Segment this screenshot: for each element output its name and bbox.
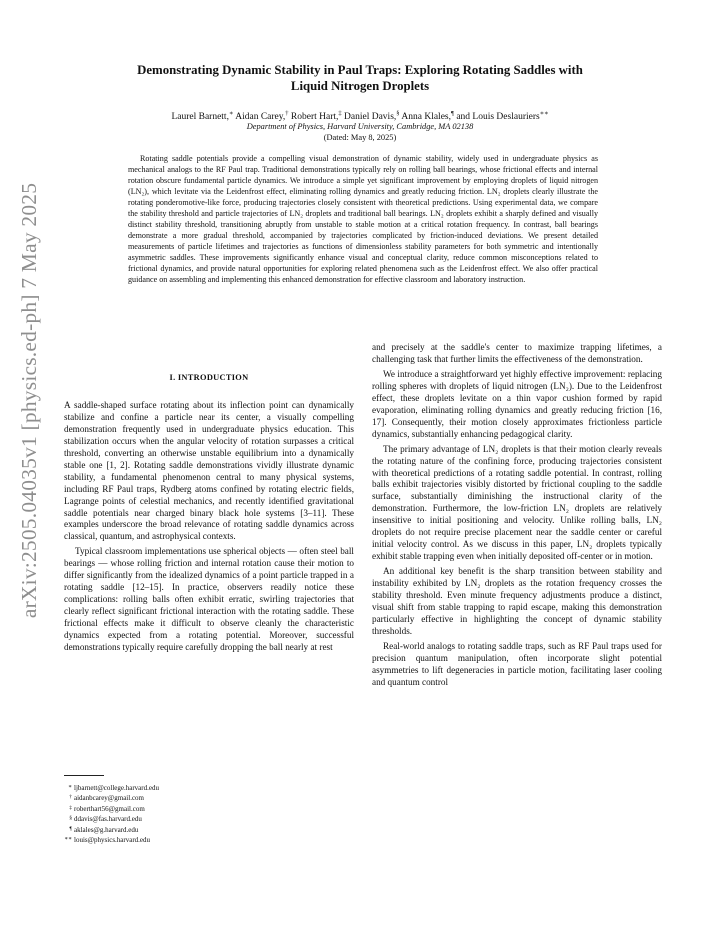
footnote-mark: ∗ <box>68 784 72 790</box>
author-name: Laurel Barnett, <box>171 112 229 123</box>
footnote-list <box>64 783 344 845</box>
affiliation: Department of Physics, Harvard University, Cambridge, MA 02138 <box>246 122 474 131</box>
footnote-email[interactable]: louis@physics.harvard.edu <box>74 836 151 845</box>
footnote-item <box>64 804 344 814</box>
author-name: Anna Klales, <box>401 112 451 123</box>
right-column <box>372 342 662 692</box>
body-paragraph: An additional key benefit is the sharp transition between stability and instability exhibited by LN₂ droplets as the rotation frequency crosses the stability threshold. Even minute frequency adjustments produce a distinct, visual shift from stable trapping to rapid escape, making this demonstration particularly effective in highlighting the concept of dynamic stability thresholds. <box>372 566 662 636</box>
abstract: Rotating saddle potentials provide a compelling visual demonstration of dynamic stability, widely used in undergraduate physics as mechanical analogs to the RF Paul trap. Traditional demonstrations typically rely on rolling ball bearings, whose frictional effects and internal rotation obscure fundamental particle dynamics. We introduce a simple yet significant improvement by employing droplets of liquid nitrogen (LN₂), which levitate via the Leidenfrost effect, eliminating rolling dynamics and greatly reducing friction. LN₂ droplets clearly illustrate the rotating ponderomotive-like force, producing trajectories closely consistent with theoretical predictions. Using experimental data, we compare the stability threshold and particle trajectories of LN₂ droplets and traditional ball bearings. LN₂ droplets exhibit a sharply defined and visually distinct stability threshold, transitioning abruptly from unstable to stable motion at a critical rotation frequency. In contrast, ball bearings demonstrate a more gradual threshold, accompanied by trajectories complicated by friction-induced deviations. We present detailed measurements of particle lifetimes and trajectories as functions of dimensionless stability parameters for both symmetric and intentionally asymmetric saddles. These improvements significantly enhance visual and conceptual clarity, reduce common misconceptions related to frictional dynamics, and provide natural opportunities for exploring related phenomena such as the Leidenfrost effect. We also offer practical guidance on assembling and implementing this enhanced demonstration for effective classroom and laboratory instruction. <box>128 154 598 284</box>
footnote-item <box>64 783 344 793</box>
arxiv-identifier-text: arXiv:2505.04035v1 [physics.ed-ph] 7 May 2025 <box>17 182 42 618</box>
section-heading-introduction: I. INTRODUCTION <box>169 373 249 382</box>
footnote-email[interactable]: ddavis@fas.harvard.edu <box>74 815 142 824</box>
footnote-mark: ¶ <box>69 825 72 832</box>
author-name: and Louis Deslauriers <box>456 112 540 123</box>
footnote-mark: ‡ <box>69 804 72 811</box>
footnote-email[interactable]: roberthart56@gmail.com <box>74 804 145 813</box>
body-paragraph: A saddle-shaped surface rotating about its inflection point can dynamically stabilize and confine a particle near its center, a visually compelling demonstration frequently used in undergraduate physics education. This stabilization occurs when the angular velocity of rotation surpasses a critical threshold, converting an otherwise unstable equilibrium into a dynamically stable one [1, 2]. Rotating saddle demonstrations vividly illustrate dynamic stability, a fundamental phenomenon central to many physical systems, including RF Paul traps, Rydberg atoms confined by rotating electric fields, Lagrange points of celestial mechanics, and recently identified gravitational saddle potentials near charged binary black hole systems [3–11]. These examples underscore the broad relevance of rotating saddle dynamics across classical, quantum, and astrophysical contexts. <box>64 399 354 542</box>
author-mark: ∗ <box>228 110 234 117</box>
paper-title: Demonstrating Dynamic Stability in Paul Traps: Exploring Rotating Saddles with Liquid Nitrogen Droplets <box>137 63 583 93</box>
footnote-item <box>64 814 344 824</box>
author-mark: ¶ <box>451 110 454 117</box>
footnote-email[interactable]: aklales@g.harvard.edu <box>74 825 139 834</box>
body-paragraph-continued: and precisely at the saddle's center to maximize trapping lifetimes, a challenging task that further limits the effectiveness of the demonstration. <box>372 342 662 364</box>
footnote-mark: § <box>69 815 72 822</box>
footnote-email[interactable]: ljbarnett@college.harvard.edu <box>74 784 159 792</box>
author-name: Robert Hart, <box>290 112 339 123</box>
footnote-item <box>64 835 344 845</box>
author-mark: ∗∗ <box>539 110 549 117</box>
body-paragraph: We introduce a straightforward yet highly effective improvement: replacing rolling spheres with droplets of liquid nitrogen (LN₂). Due to the Leidenfrost effect, these droplets levitate on a thin vapor cushion formed by rapid evaporation, eliminating rolling dynamics and greatly reducing friction [16, 17]. Consequently, their motion closely approximates frictionless particle dynamics, substantially enhancing pedagogical clarity. <box>372 368 662 439</box>
arxiv-identifier-stamp <box>10 120 50 680</box>
author-name: Aidan Carey, <box>235 112 286 123</box>
body-paragraph: The primary advantage of LN₂ droplets is that their motion clearly reveals the rotating nature of the confining force, producing trajectories consistent with theoretical predictions of a rotating saddle potential. In contrast, rolling balls exhibit trajectories visibly distorted by frictional coupling to the saddle surface, substantially diminishing the instructional clarity of the demonstration. Furthermore, the low-friction LN₂ droplets are relatively insensitive to initial positioning and velocity. Unlike rolling balls, LN₂ droplets do not require precise placement near the saddle center or careful initial velocity control. As we discuss in this paper, LN₂ droplets typically exhibit stable trapping even when initially deposited off-center or in motion. <box>372 443 662 562</box>
body-paragraph: Real-world analogs to rotating saddle traps, such as RF Paul traps used for precision quantum manipulation, often incorporate slight potential asymmetries to lift degeneracies in particle motion, facilitating laser cooling and quantum control <box>372 640 662 687</box>
author-mark: † <box>285 110 289 117</box>
date-line: (Dated: May 8, 2025) <box>323 133 397 142</box>
body-paragraph: Typical classroom implementations use spherical objects — often steel ball bearings — whose rolling friction and internal rotation cause their motion to differ significantly from the idealized dynamics of a point particle trapped in a rotating saddle [12–15]. In practice, observers readily notice these complications: rolling balls often exhibit erratic, swirling trajectories that clearly reflect significant frictional interaction with the rotating saddle. These frictional effects make it difficult to observe cleanly the characteristic dynamics expected from a rotating potential. Moreover, successful demonstrations typically require carefully dropping the ball nearly at rest <box>64 546 354 653</box>
author-mark: ‡ <box>338 110 342 117</box>
footnote-mark: † <box>69 794 72 801</box>
author-name: Daniel Davis, <box>344 112 397 123</box>
footnote-email[interactable]: aidanbcarey@gmail.com <box>74 794 144 803</box>
left-column <box>64 372 354 657</box>
footnote-divider <box>64 775 104 776</box>
footnote-mark: ∗∗ <box>64 836 72 843</box>
footnote-item <box>64 825 344 835</box>
footnote-item <box>64 793 344 803</box>
author-mark: § <box>396 110 400 117</box>
